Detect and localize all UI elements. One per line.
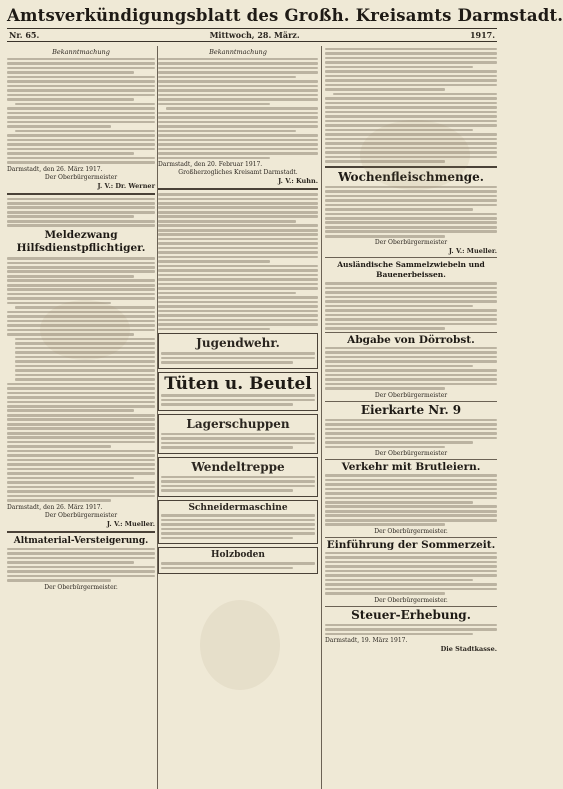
eggs-body [325,419,497,449]
summertime-heading: Einführung der Sommerzeit. [326,538,496,551]
masthead-title: Amtsverkündigungsblatt des Großh. Kreisamts Darmstadt. [7,6,563,25]
bread-office: Der Oberbürgermeister [374,391,448,399]
meat-body [325,186,497,238]
ad-youth [158,333,318,368]
notice-body [158,58,318,159]
notice-heading: Bekanntmachung [52,48,110,56]
notice-heading: Bekanntmachung [209,48,267,56]
column-middle [158,46,318,789]
meat-heading: Wochenfleischmenge. [338,169,484,184]
ad-harness-title: Schneidermaschine [188,502,288,513]
ad-stock [158,414,318,454]
tax-office: Die Stadtkasse. [440,645,497,654]
column-right [325,46,497,789]
brooders-body [325,474,497,526]
ad-box [158,547,318,574]
notice-office: Großherzogliches Kreisamt Darmstadt. [178,169,298,177]
auction-heading: Altmaterial-Versteigerung. [13,535,149,546]
ad-stairs-title: Wendeltreppe [191,459,285,474]
ad-stairs [158,457,318,497]
tax-date: Darmstadt, 19. März 1917. [325,637,408,645]
registration-date: Darmstadt, den 26. März 1917. [7,503,103,511]
ad-bags-title: Tüten u. Beutel [164,373,312,394]
registration-heading: Meldezwang Hilfsdienstpflichtiger. [16,229,146,255]
advertisements-body [158,193,318,330]
tax-body [325,624,497,636]
tax-heading: Steuer-Erhebung. [351,607,471,622]
meat-signature: J. V.: Mueller. [448,247,497,256]
vegetables-body [325,282,497,329]
brooders-heading: Verkehr mit Brutleiern. [341,461,481,474]
summertime-office: Der Oberbürgermeister. [374,596,448,604]
notice-date: Darmstadt, den 20. Februar 1917. [158,161,263,169]
ad-box-title: Holzboden [211,550,265,561]
ad-stock-title: Lagerschuppen [186,416,290,431]
brooders-office: Der Oberbürgermeister. [374,527,448,535]
ad-bags [158,372,318,411]
registration-office: Der Oberbürgermeister [44,511,118,519]
top-body [325,48,497,163]
notice-body [7,58,155,164]
ad-harness [158,500,318,545]
auction-body [7,548,155,582]
issue-date: Mittwoch, 28. März. [209,30,300,40]
registration-body [7,257,155,502]
ad-youth-title: Jugendwehr. [196,336,280,351]
eggs-office: Der Oberbürgermeister [374,450,448,458]
official-notices-body [7,198,155,228]
issue-year: 1917. [469,30,495,40]
vegetables-heading: Ausländische Sammelzwiebeln und Bauenerbeissen. [337,260,485,280]
notice-signature: J. V.: Kuhn. [278,177,318,186]
auction-office: Der Oberbürgermeister. [44,583,118,591]
summertime-body [325,552,497,595]
bread-body [325,347,497,390]
bread-heading: Abgabe von Dörrobst. [347,333,475,346]
dateline [7,28,497,42]
notice-date: Darmstadt, den 26. März 1917. [7,165,103,173]
columns [7,46,497,789]
notice-office: Der Oberbürgermeister [44,173,118,181]
registration-signature: J. V.: Mueller. [106,519,155,528]
column-left [7,46,155,789]
issue-number: Nr. 65. [9,30,40,40]
column-rule [321,46,322,789]
meat-office: Der Oberbürgermeister [374,239,448,247]
notice-signature: J. V.: Dr. Werner [97,181,155,190]
eggs-heading: Eierkarte Nr. 9 [360,402,462,417]
